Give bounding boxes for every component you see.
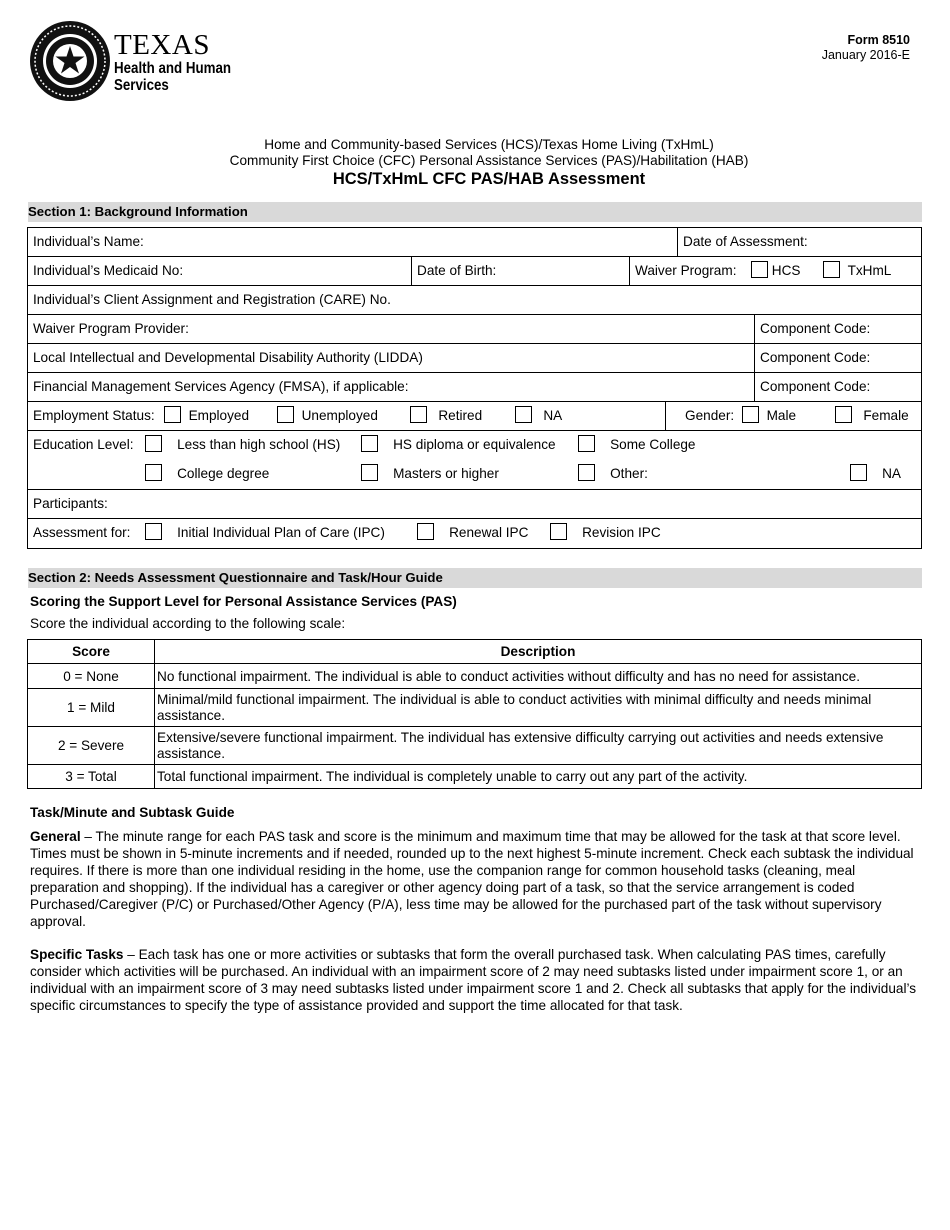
- employed-label: Employed: [188, 408, 250, 423]
- fmsa-label: Financial Management Services Agency (FMSA), if applicable:: [33, 379, 409, 394]
- na-education-label: NA: [882, 466, 901, 481]
- male-checkbox[interactable]: [742, 406, 759, 423]
- retired-checkbox[interactable]: [410, 406, 427, 423]
- row-name: [28, 228, 921, 257]
- retired-label: Retired: [438, 408, 483, 423]
- form-number-block: [822, 33, 910, 63]
- form-date: January 2016-E: [821, 48, 910, 62]
- waiver-program-group: [629, 257, 922, 285]
- some-college-checkbox[interactable]: [578, 435, 595, 452]
- row-provider: [28, 315, 921, 344]
- score-column-header: Score: [28, 640, 155, 664]
- section-2-header: Section 2: Needs Assessment Questionnaire and Task/Hour Guide: [28, 568, 922, 588]
- agency-logo: [28, 18, 258, 108]
- gender-group: [665, 402, 922, 430]
- na-employment-checkbox[interactable]: [515, 406, 532, 423]
- renewal-ipc-checkbox[interactable]: [417, 523, 434, 540]
- texas-seal-icon: [28, 18, 112, 104]
- individual-name-label: Individual’s Name:: [33, 234, 144, 249]
- provider-field[interactable]: [28, 315, 754, 343]
- scoring-heading: Scoring the Support Level for Personal Assistance Services (PAS): [30, 594, 457, 609]
- table-row: [28, 689, 922, 727]
- date-of-assessment-label: Date of Assessment:: [683, 234, 808, 249]
- component-code-label: Component Code:: [760, 379, 871, 394]
- revision-ipc-label: Revision IPC: [582, 525, 661, 540]
- score-table: [27, 639, 922, 789]
- lidda-field[interactable]: [28, 344, 754, 372]
- fmsa-field[interactable]: [28, 373, 754, 401]
- logo-subline-1: Health and Human: [114, 60, 232, 77]
- care-no-label: Individual’s Client Assignment and Registration (CARE) No.: [33, 292, 391, 307]
- row-participants: [28, 490, 921, 519]
- employment-status-label: Employment Status:: [33, 408, 155, 423]
- lidda-label: Local Intellectual and Developmental Disability Authority (LIDDA): [33, 350, 423, 365]
- section-1-header: Section 1: Background Information: [28, 202, 922, 222]
- employed-checkbox[interactable]: [164, 406, 181, 423]
- participants-label: Participants:: [33, 496, 108, 511]
- specific-tasks-paragraph: [30, 946, 920, 1014]
- unemployed-label: Unemployed: [301, 408, 378, 423]
- gender-label: Gender:: [685, 408, 735, 423]
- form-number: Form 8510: [847, 33, 910, 47]
- medicaid-no-field[interactable]: [28, 257, 411, 285]
- employment-status-group: [28, 402, 665, 430]
- na-education-checkbox[interactable]: [850, 464, 867, 481]
- row-lidda: [28, 344, 921, 373]
- less-than-hs-label: Less than high school (HS): [177, 437, 341, 452]
- some-college-label: Some College: [610, 437, 696, 452]
- logo-subline-2: Services: [114, 77, 169, 94]
- participants-field[interactable]: [28, 490, 922, 518]
- female-checkbox[interactable]: [835, 406, 852, 423]
- row-education: [28, 431, 921, 490]
- less-than-hs-checkbox[interactable]: [145, 435, 162, 452]
- initial-ipc-label: Initial Individual Plan of Care (IPC): [177, 525, 385, 540]
- table-row: [28, 765, 922, 789]
- date-of-birth-field[interactable]: [411, 257, 629, 285]
- guide-heading: Task/Minute and Subtask Guide: [30, 805, 235, 820]
- assessment-for-label: Assessment for:: [33, 525, 131, 540]
- date-of-assessment-field[interactable]: [677, 228, 922, 256]
- title-line-1: Home and Community-based Services (HCS)/Texas Home Living (TxHmL): [264, 137, 714, 152]
- page-title-block: [0, 137, 950, 189]
- waiver-program-label: Waiver Program:: [635, 263, 737, 278]
- scoring-intro: Score the individual according to the following scale:: [30, 616, 346, 631]
- txhml-checkbox[interactable]: [823, 261, 840, 278]
- individual-name-field[interactable]: [28, 228, 677, 256]
- other-education-label: Other:: [610, 466, 648, 481]
- medicaid-no-label: Individual’s Medicaid No:: [33, 263, 184, 278]
- specific-tasks-text: – Each task has one or more activities or subtasks that form the overall purchased task. When calculating PAS times, carefully consider which activities will be purchased. An individual with an impairment score of 2 may need subtasks listed under impairment score 1, or an individual with an impairment score of 3 may need subtasks listed under impairment score 1 and 2. Check all subtasks that apply for the individual’s specific circumstances to specify the type of assistance provided and support the time allocated for that task.: [30, 947, 917, 1013]
- specific-tasks-label: Specific Tasks: [30, 947, 124, 962]
- provider-label: Waiver Program Provider:: [33, 321, 189, 336]
- table-row: [28, 727, 922, 765]
- score-cell: 2 = Severe: [28, 727, 155, 765]
- row-care: [28, 286, 921, 315]
- lidda-component-code-field[interactable]: [754, 344, 922, 372]
- general-paragraph: [30, 828, 920, 930]
- score-cell: 3 = Total: [28, 765, 155, 789]
- care-no-field[interactable]: [28, 286, 922, 314]
- score-table-wrap: [27, 639, 922, 789]
- education-level-group-1: [28, 431, 922, 460]
- unemployed-checkbox[interactable]: [277, 406, 294, 423]
- row-medicaid: [28, 257, 921, 286]
- provider-component-code-field[interactable]: [754, 315, 922, 343]
- na-employment-label: NA: [543, 408, 563, 423]
- general-label: General: [30, 829, 81, 844]
- description-column-header: Description: [155, 640, 922, 664]
- description-cell: Total functional impairment. The individual is completely unable to carry out any part of the activity.: [155, 765, 922, 789]
- hcs-checkbox[interactable]: [751, 261, 768, 278]
- description-cell: No functional impairment. The individual is able to conduct activities without difficulty and has no need for assistance.: [155, 664, 922, 689]
- row-fmsa: [28, 373, 921, 402]
- description-cell: Extensive/severe functional impairment. The individual has extensive difficulty carrying out activities and needs extensive assistance.: [155, 727, 922, 765]
- college-degree-label: College degree: [177, 466, 270, 481]
- masters-checkbox[interactable]: [361, 464, 378, 481]
- description-cell: Minimal/mild functional impairment. The individual is able to conduct activities with minimal difficulty and needs minimal assistance.: [155, 689, 922, 727]
- hcs-label: HCS: [771, 263, 801, 278]
- row-assessment-for: [28, 519, 921, 548]
- education-level-label: Education Level:: [33, 437, 134, 452]
- component-code-label: Component Code:: [760, 350, 871, 365]
- score-cell: 1 = Mild: [28, 689, 155, 727]
- other-education-checkbox[interactable]: [578, 464, 595, 481]
- logo-title: TEXAS: [114, 29, 210, 61]
- fmsa-component-code-field[interactable]: [754, 373, 922, 401]
- title-line-2: Community First Choice (CFC) Personal Assistance Services (PAS)/Habilitation (HAB): [229, 153, 749, 168]
- general-text: – The minute range for each PAS task and score is the minimum and maximum time that may be allowed for the task at that score level. Times must be shown in 5-minute increments and if needed, rounded up to the next highest 5-minute increment. Check each subtask the individual requires. If there is more than one individual residing in the home, use the companion range for common household tasks (cleaning, meal preparation and shopping). If the individual has a caregiver or other agency doing part of a task, so that the service arrangement is coded Purchased/Caregiver (P/C) or Purchased/Other Agency (P/A), less time may be allowed for the purchased part of the task without supervisory approval.: [30, 829, 914, 929]
- education-level-group-2: [28, 460, 922, 489]
- table-row: [28, 664, 922, 689]
- page-title: HCS/TxHmL CFC PAS/HAB Assessment: [332, 170, 646, 188]
- hs-diploma-checkbox[interactable]: [361, 435, 378, 452]
- revision-ipc-checkbox[interactable]: [550, 523, 567, 540]
- txhml-label: TxHmL: [847, 263, 892, 278]
- renewal-ipc-label: Renewal IPC: [449, 525, 529, 540]
- initial-ipc-checkbox[interactable]: [145, 523, 162, 540]
- male-label: Male: [766, 408, 797, 423]
- score-cell: 0 = None: [28, 664, 155, 689]
- background-info-grid: [27, 227, 922, 549]
- college-degree-checkbox[interactable]: [145, 464, 162, 481]
- date-of-birth-label: Date of Birth:: [417, 263, 497, 278]
- masters-label: Masters or higher: [393, 466, 499, 481]
- female-label: Female: [863, 408, 909, 423]
- hs-diploma-label: HS diploma or equivalence: [393, 437, 556, 452]
- component-code-label: Component Code:: [760, 321, 871, 336]
- assessment-for-group: [28, 519, 922, 548]
- row-employment: [28, 402, 921, 431]
